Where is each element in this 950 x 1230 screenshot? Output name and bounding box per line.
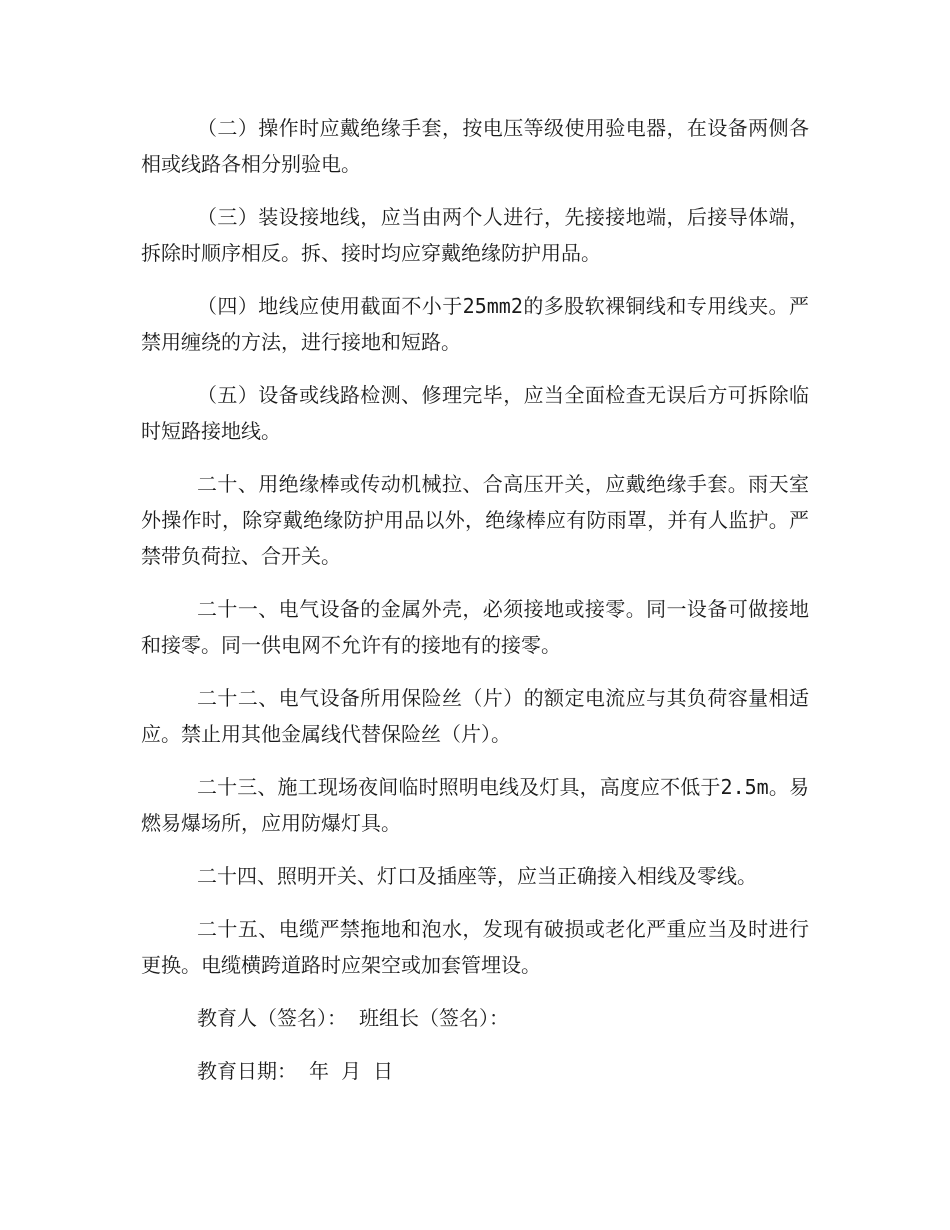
document-body [141, 110, 809, 1106]
paragraph-ground-wire: （四）地线应使用截面不小于25mm2的多股软裸铜线和专用线夹。严禁用缠绕的方法，进行接地和短路。 [141, 294, 809, 354]
date-line: 教育日期： 年 月 日 [197, 1059, 394, 1083]
paragraph-verification: （二）操作时应戴绝缘手套，按电压等级使用验电器，在设备两侧各相或线路各相分别验电。 [141, 116, 809, 176]
signature-line: 教育人（签名）： 班组长（签名）： [197, 1006, 510, 1030]
paragraph-item-25: 二十五、电缆严禁拖地和泡水，发现有破损或老化严重应当及时进行更换。电缆横跨道路时应架空或加套管埋设。 [141, 917, 809, 977]
paragraph-item-22: 二十二、电气设备所用保险丝（片）的额定电流应与其负荷容量相适应。禁止用其他金属线代替保险丝（片）。 [141, 686, 809, 746]
paragraph-item-24: 二十四、照明开关、灯口及插座等，应当正确接入相线及零线。 [197, 864, 757, 888]
paragraph-item-20: 二十、用绝缘棒或传动机械拉、合高压开关，应戴绝缘手套。雨天室外操作时，除穿戴绝缘防护用品以外，绝缘棒应有防雨罩，并有人监护。严禁带负荷拉、合开关。 [141, 472, 809, 568]
paragraph-item-21: 二十一、电气设备的金属外壳，必须接地或接零。同一设备可做接地和接零。同一供电网不允许有的接地有的接零。 [141, 597, 809, 657]
paragraph-grounding-install: （三）装设接地线，应当由两个人进行，先接接地端，后接导体端，拆除时顺序相反。拆、接时均应穿戴绝缘防护用品。 [141, 205, 809, 265]
paragraph-removal: （五）设备或线路检测、修理完毕，应当全面检查无误后方可拆除临时短路接地线。 [141, 383, 809, 443]
paragraph-item-23: 二十三、施工现场夜间临时照明电线及灯具，高度应不低于2.5m。易燃易爆场所，应用防爆灯具。 [141, 775, 809, 835]
